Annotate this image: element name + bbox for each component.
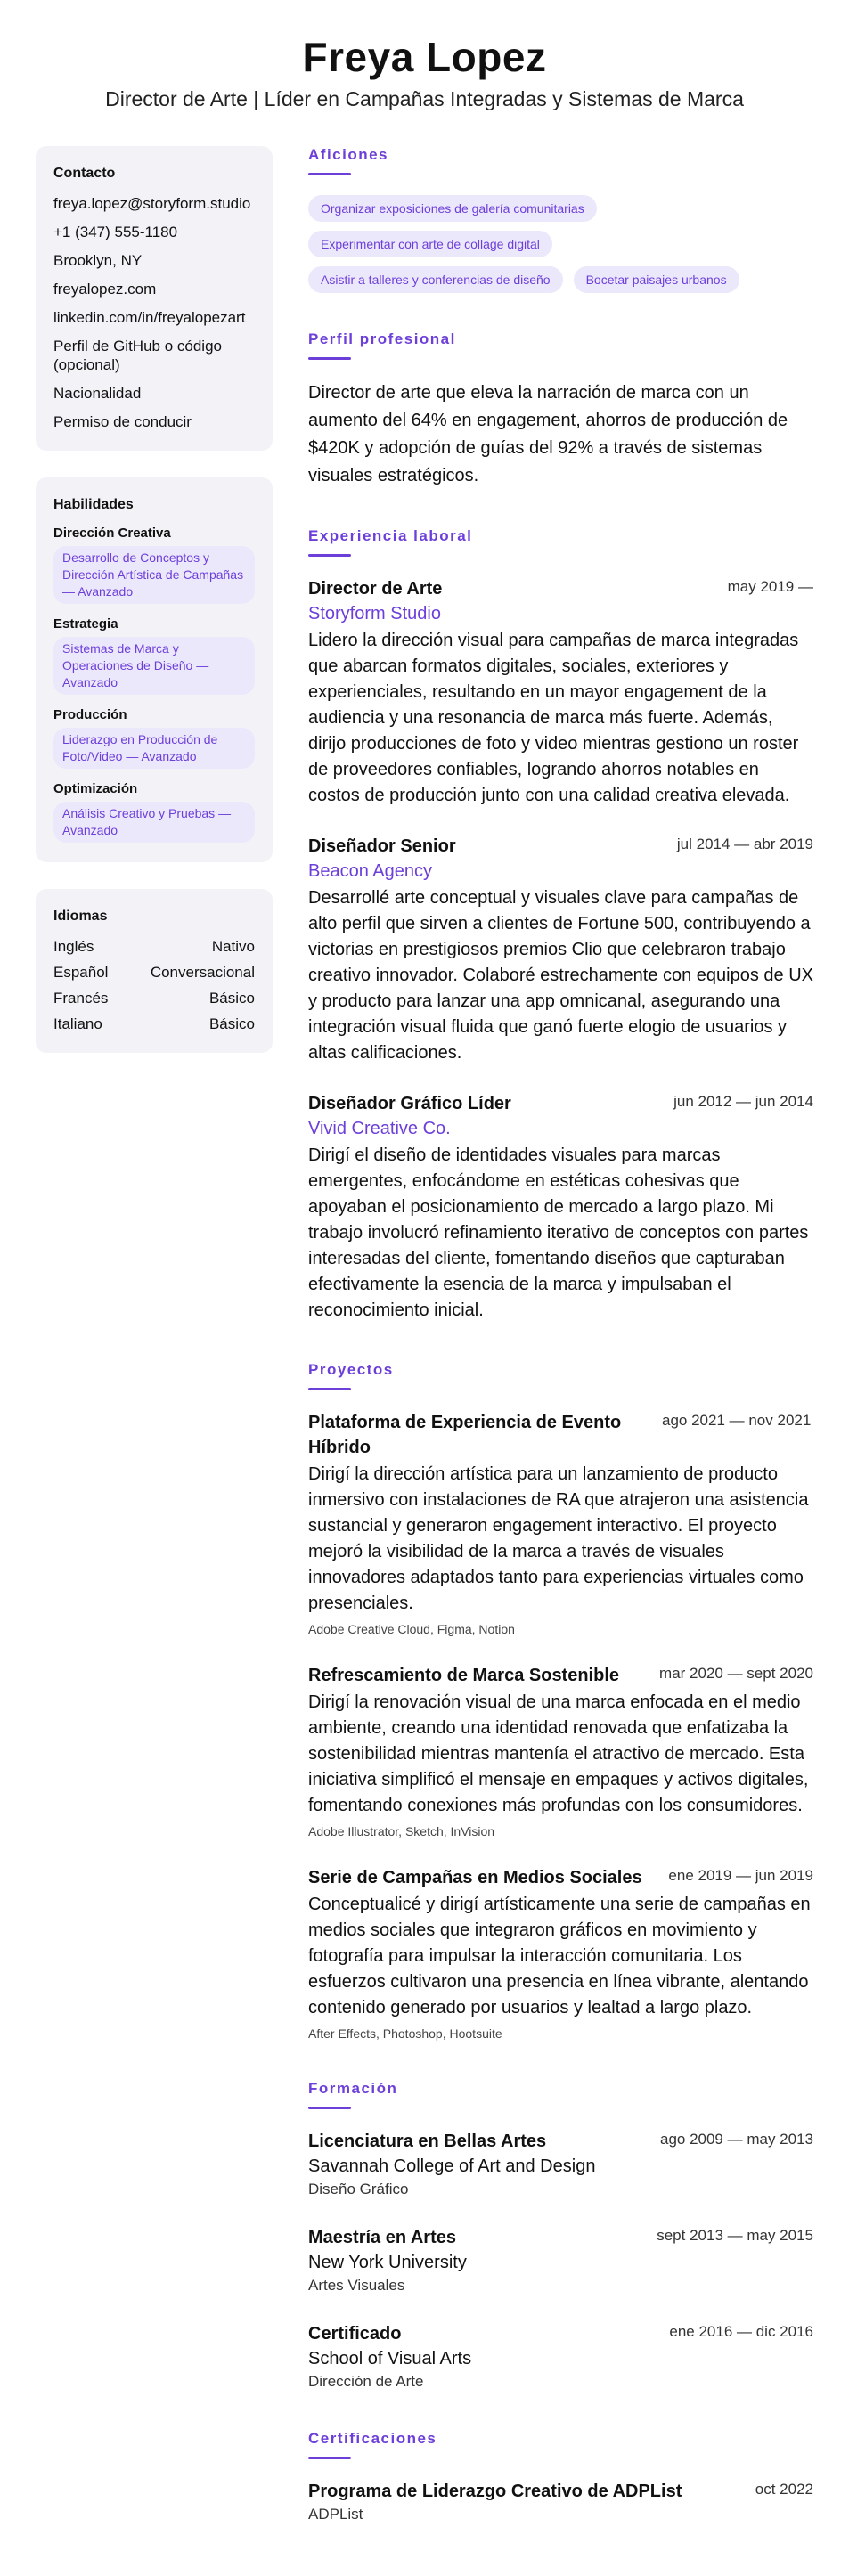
certifications-section: [308, 2430, 813, 2525]
hobbies-section: [308, 146, 813, 293]
section-divider: [308, 2107, 351, 2109]
job-company: Vivid Creative Co.: [308, 1119, 451, 1138]
section-divider: [308, 357, 351, 360]
job-dates: jul 2014 — abr 2019: [676, 836, 813, 852]
section-divider: [308, 2457, 351, 2459]
contact-linkedin[interactable]: linkedin.com/in/freyalopezart: [53, 309, 246, 326]
language-name: Español: [53, 964, 109, 981]
language-level: Básico: [208, 990, 255, 1007]
contact-driving-license: Permiso de conducir: [53, 413, 192, 430]
project-description: Conceptualicé y dirigí artísticamente una serie de campañas en medios sociales que integraron gráficos en movimiento y fotografía para impulsar la interacción comunitaria. Los esfuerzos cultivaron una presencia en línea vibrante, alentando contenido generado por usuarios y lealtad a largo plazo.: [308, 1895, 811, 2018]
skills-title: Habilidades: [53, 497, 134, 512]
experience-entry: [308, 1091, 813, 1324]
education-dates: ago 2009 — may 2013: [659, 2131, 813, 2148]
certification-issuer: ADPList: [308, 2506, 363, 2523]
section-title: Experiencia laboral: [308, 527, 473, 544]
hobby-tag: Organizar exposiciones de galería comunitarias: [308, 195, 597, 222]
job-role: Diseñador Senior: [308, 836, 456, 856]
contact-github: Perfil de GitHub o código (opcional): [53, 338, 222, 373]
main-content: [308, 146, 813, 2563]
project-dates: ago 2021 — nov 2021: [662, 1412, 812, 1429]
project-description: Dirigí la renovación visual de una marca enfocada en el medio ambiente, creando una identidad renovada que enfatizaba la sostenibilidad mientras mantenía el atractivo de mercado. Esta iniciativa simplificó el mensaje en empaques y activos digitales, fomentando conexiones más profundas con los consumidores.: [308, 1692, 809, 1815]
education-dates: ene 2016 — dic 2016: [669, 2323, 813, 2340]
job-description: Lidero la dirección visual para campañas de marca integradas que abarcan formatos digitales, sociales, exteriores y experienciales, resultando en un mayor engagement de la audiencia y una resonancia de marca más fuerte. Además, dirijo producciones de foto y video mientras gestiono un roster de proveedores confiables, logrando ahorros notables en costos de producción junto con una calidad creativa elevada.: [308, 631, 799, 805]
hobby-tag: Bocetar paisajes urbanos: [574, 266, 739, 293]
contact-email[interactable]: freya.lopez@storyform.studio: [53, 195, 251, 212]
section-divider: [308, 1388, 351, 1390]
skills-card: [36, 477, 273, 862]
field-of-study: Diseño Gráfico: [308, 2181, 409, 2197]
job-role: Director de Arte: [308, 579, 443, 599]
section-title: Perfil profesional: [308, 330, 456, 347]
language-level: Nativo: [211, 938, 255, 955]
project-name: Refrescamiento de Marca Sostenible: [308, 1666, 620, 1685]
degree-name: Certificado: [308, 2324, 402, 2344]
contact-title: Contacto: [53, 166, 116, 181]
job-company: Storyform Studio: [308, 604, 441, 624]
project-entry: [308, 1663, 813, 1840]
contact-phone[interactable]: +1 (347) 555-1180: [53, 224, 178, 240]
job-description: Dirigí el diseño de identidades visuales para marcas emergentes, enfocándome en estéticas cohesivas que apoyaban el posicionamiento de mercado a largo plazo. Mi trabajo involucró refinamiento iterativo de conceptos con partes interesadas del cliente, fomentando diseños que capturaban efectivamente la esencia de la marca y impulsaban el reconocimiento inicial.: [308, 1145, 809, 1320]
sidebar: [36, 146, 273, 2563]
project-entry: [308, 1865, 813, 2042]
school-name: School of Visual Arts: [308, 2349, 472, 2368]
skill-category: Estrategia: [53, 616, 118, 632]
education-dates: sept 2013 — may 2015: [657, 2227, 813, 2244]
project-description: Dirigí la dirección artística para un lanzamiento de producto inmersivo con instalaciones de RA que atrajeron una asistencia sustancial y generaron engagement interactivo. El proyecto mejoró la visibilidad de la marca a través de visuales innovadores adaptados tanto para experiencias virtuales como presenciales.: [308, 1464, 809, 1613]
project-tools: Adobe Illustrator, Sketch, InVision: [308, 1824, 495, 1838]
project-tools: After Effects, Photoshop, Hootsuite: [308, 2026, 502, 2041]
language-row: [53, 989, 255, 1007]
language-name: Inglés: [53, 938, 94, 955]
project-name: Serie de Campañas en Medios Sociales: [308, 1868, 642, 1887]
language-level: Conversacional: [150, 964, 255, 981]
contact-nationality: Nacionalidad: [53, 385, 142, 402]
skill-tag: Liderazgo en Producción de Foto/Video — Avanzado: [53, 728, 255, 769]
project-name: Plataforma de Experiencia de Evento Híbrido: [308, 1413, 622, 1457]
skill-tag: Desarrollo de Conceptos y Dirección Artística de Campañas — Avanzado: [53, 546, 255, 604]
projects-section: [308, 1361, 813, 2042]
language-name: Italiano: [53, 1015, 102, 1032]
project-dates: ene 2019 — jun 2019: [668, 1867, 813, 1884]
job-dates: jun 2012 — jun 2014: [673, 1093, 813, 1110]
skill-category: Producción: [53, 707, 127, 722]
experience-entry: [308, 834, 813, 1066]
job-role: Diseñador Gráfico Líder: [308, 1094, 511, 1113]
education-entry: [308, 2129, 813, 2200]
skill-category: Dirección Creativa: [53, 526, 171, 541]
profile-summary: Director de arte que eleva la narración de marca con un aumento del 64% en engagement, ahorros de producción de $420K y adopción de guías del 92% a través de sistemas visuales estratégicos.: [308, 383, 788, 485]
skill-tag: Sistemas de Marca y Operaciones de Diseño — Avanzado: [53, 637, 255, 695]
school-name: New York University: [308, 2253, 467, 2272]
experience-section: [308, 527, 813, 1324]
section-title: Formación: [308, 2080, 398, 2097]
language-row: [53, 1015, 255, 1033]
degree-name: Maestría en Artes: [308, 2228, 456, 2247]
profile-section: [308, 330, 813, 490]
project-dates: mar 2020 — sept 2020: [659, 1665, 813, 1682]
contact-location: Brooklyn, NY: [53, 252, 143, 269]
person-headline: Director de Arte | Líder en Campañas Integradas y Sistemas de Marca: [105, 87, 744, 110]
job-dates: may 2019 —: [727, 578, 813, 595]
job-description: Desarrollé arte conceptual y visuales clave para campañas de alto perfil que sirven a clientes de Fortune 500, contribuyendo a victorias en prestigiosos premios Clio que celebraron trabajo creativo innovador. Colaboré estrechamente con equipos de UX y producto para lanzar una app omnicanal, asegurando una integración visual fluida que ganó fuerte elogio de usuarios y altas calificaciones.: [308, 888, 814, 1063]
field-of-study: Artes Visuales: [308, 2277, 405, 2294]
skill-tag: Análisis Creativo y Pruebas — Avanzado: [53, 802, 255, 843]
section-title: Certificaciones: [308, 2430, 437, 2447]
languages-title: Idiomas: [53, 909, 108, 924]
contact-card: [36, 146, 273, 451]
language-level: Básico: [208, 1015, 255, 1032]
certification-entry: [308, 2479, 813, 2525]
section-title: Proyectos: [308, 1361, 394, 1378]
hobby-list: [308, 195, 813, 293]
language-name: Francés: [53, 990, 109, 1007]
languages-card: [36, 889, 273, 1053]
project-entry: [308, 1410, 813, 1638]
hobby-tag: Experimentar con arte de collage digital: [308, 231, 552, 257]
certification-name: Programa de Liderazgo Creativo de ADPList: [308, 2482, 682, 2501]
person-name: Freya Lopez: [302, 34, 547, 80]
section-divider: [308, 554, 351, 557]
job-company: Beacon Agency: [308, 861, 432, 881]
education-entry: [308, 2321, 813, 2393]
hobby-tag: Asistir a talleres y conferencias de diseño: [308, 266, 563, 293]
education-section: [308, 2080, 813, 2393]
resume-columns: [0, 146, 849, 2563]
section-title: Aficiones: [308, 146, 389, 163]
project-tools: Adobe Creative Cloud, Figma, Notion: [308, 1622, 515, 1636]
language-row: [53, 937, 255, 956]
section-divider: [308, 173, 351, 175]
resume-header: [0, 0, 849, 112]
field-of-study: Dirección de Arte: [308, 2373, 424, 2390]
contact-website[interactable]: freyalopez.com: [53, 281, 157, 298]
experience-entry: [308, 576, 813, 809]
skill-category: Optimización: [53, 781, 138, 796]
education-entry: [308, 2225, 813, 2296]
school-name: Savannah College of Art and Design: [308, 2156, 596, 2176]
language-row: [53, 963, 255, 982]
degree-name: Licenciatura en Bellas Artes: [308, 2132, 547, 2151]
certification-date: oct 2022: [755, 2481, 813, 2498]
